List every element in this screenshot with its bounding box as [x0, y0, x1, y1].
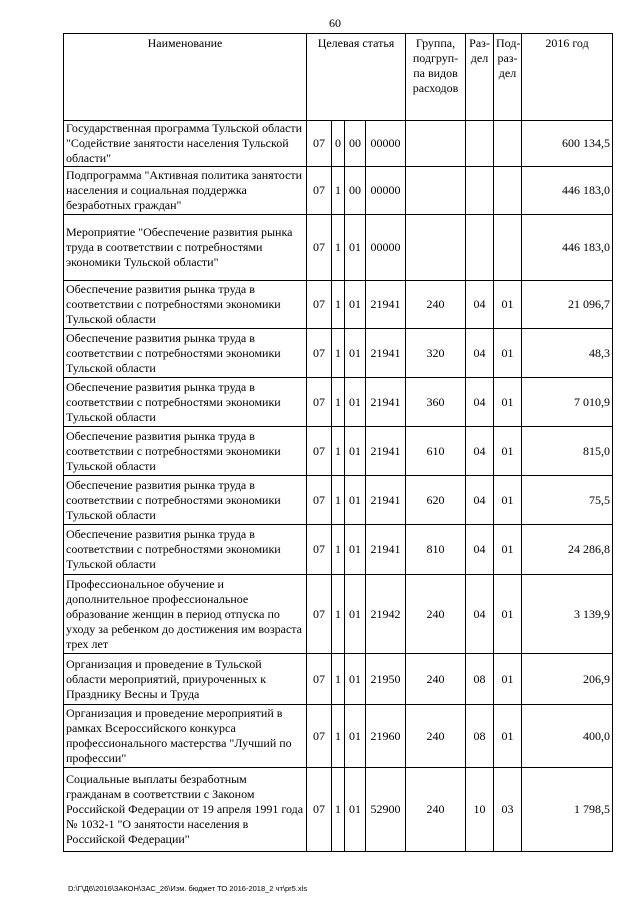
- row-target-program-cell: 07: [307, 654, 332, 705]
- row-target-subprogram-cell: 1: [332, 281, 345, 329]
- row-subsection-cell: 03: [494, 768, 522, 852]
- table-row: [64, 768, 613, 852]
- table-row: [64, 525, 613, 575]
- row-target-program-cell: 07: [307, 705, 332, 768]
- row-section-cell: [466, 167, 494, 215]
- row-group-cell: 240: [406, 654, 466, 705]
- row-amount-cell: 7 010,9: [522, 378, 613, 427]
- row-target-subprogram-cell: 1: [332, 525, 345, 575]
- table-row: [64, 378, 613, 427]
- row-name-cell: Обеспечение развития рынка труда в соответствии с потребностями экономики Тульской области: [64, 476, 307, 525]
- row-subsection-cell: [494, 167, 522, 215]
- row-target-direction-cell: 21941: [366, 427, 406, 476]
- row-name-cell: Обеспечение развития рынка труда в соответствии с потребностями экономики Тульской области: [64, 427, 307, 476]
- row-section-cell: 04: [466, 378, 494, 427]
- row-target-program-cell: 07: [307, 281, 332, 329]
- row-target-direction-cell: 21941: [366, 525, 406, 575]
- row-group-cell: [406, 215, 466, 281]
- row-subsection-cell: 01: [494, 654, 522, 705]
- row-target-event-cell: 01: [345, 215, 366, 281]
- row-group-cell: 320: [406, 329, 466, 378]
- row-section-cell: 04: [466, 281, 494, 329]
- row-name-cell: Обеспечение развития рынка труда в соответствии с потребностями экономики Тульской области: [64, 329, 307, 378]
- row-subsection-cell: 01: [494, 705, 522, 768]
- row-amount-cell: 206,9: [522, 654, 613, 705]
- header-subsection: Под-раз-дел: [494, 34, 522, 121]
- row-target-program-cell: 07: [307, 121, 332, 167]
- row-group-cell: 360: [406, 378, 466, 427]
- row-name-cell: Государственная программа Тульской области "Содействие занятости населения Тульской области": [64, 121, 307, 167]
- header-target: Целевая статья: [307, 34, 406, 121]
- row-name-cell: Профессиональное обучение и дополнительное профессиональное образование женщин в период отпуска по уходу за ребенком до достижения им возраста трех лет: [64, 575, 307, 654]
- row-target-subprogram-cell: 1: [332, 654, 345, 705]
- table-row: [64, 705, 613, 768]
- row-target-program-cell: 07: [307, 167, 332, 215]
- row-target-direction-cell: 21942: [366, 575, 406, 654]
- row-subsection-cell: [494, 215, 522, 281]
- row-group-cell: 240: [406, 768, 466, 852]
- table-header-row: [64, 34, 613, 121]
- row-amount-cell: 48,3: [522, 329, 613, 378]
- row-group-cell: 620: [406, 476, 466, 525]
- table-row: [64, 427, 613, 476]
- row-amount-cell: 1 798,5: [522, 768, 613, 852]
- row-target-subprogram-cell: 1: [332, 768, 345, 852]
- row-target-program-cell: 07: [307, 215, 332, 281]
- row-subsection-cell: 01: [494, 476, 522, 525]
- row-target-program-cell: 07: [307, 575, 332, 654]
- row-target-subprogram-cell: 1: [332, 476, 345, 525]
- row-name-cell: Подпрограмма "Активная политика занятости населения и социальная поддержка безработных граждан": [64, 167, 307, 215]
- row-target-subprogram-cell: 1: [332, 427, 345, 476]
- row-amount-cell: 600 134,5: [522, 121, 613, 167]
- row-target-program-cell: 07: [307, 768, 332, 852]
- row-target-direction-cell: 00000: [366, 215, 406, 281]
- row-section-cell: [466, 215, 494, 281]
- row-target-event-cell: 01: [345, 329, 366, 378]
- row-subsection-cell: [494, 121, 522, 167]
- row-subsection-cell: 01: [494, 281, 522, 329]
- row-target-event-cell: 01: [345, 525, 366, 575]
- row-amount-cell: 75,5: [522, 476, 613, 525]
- row-group-cell: 240: [406, 705, 466, 768]
- row-section-cell: 04: [466, 525, 494, 575]
- row-group-cell: 810: [406, 525, 466, 575]
- row-target-subprogram-cell: 1: [332, 329, 345, 378]
- footer-file-path: D:\Г\Д6\2016\ЗАКОН\ЗАС_26\Изм. бюджет ТО 2016-2018_2 чт\pr5.xls: [68, 884, 308, 893]
- row-section-cell: 08: [466, 705, 494, 768]
- row-target-event-cell: 00: [345, 121, 366, 167]
- row-target-event-cell: 01: [345, 768, 366, 852]
- row-subsection-cell: 01: [494, 427, 522, 476]
- row-target-direction-cell: 21941: [366, 378, 406, 427]
- row-target-subprogram-cell: 0: [332, 121, 345, 167]
- row-name-cell: Обеспечение развития рынка труда в соответствии с потребностями экономики Тульской области: [64, 281, 307, 329]
- row-subsection-cell: 01: [494, 525, 522, 575]
- row-name-cell: Мероприятие "Обеспечение развития рынка труда в соответствии с потребностями экономики Тульской области": [64, 215, 307, 281]
- row-amount-cell: 446 183,0: [522, 215, 613, 281]
- header-year: 2016 год: [522, 34, 613, 121]
- row-target-event-cell: 01: [345, 705, 366, 768]
- row-target-program-cell: 07: [307, 525, 332, 575]
- row-target-subprogram-cell: 1: [332, 167, 345, 215]
- row-amount-cell: 446 183,0: [522, 167, 613, 215]
- row-subsection-cell: 01: [494, 378, 522, 427]
- row-target-event-cell: 00: [345, 167, 366, 215]
- row-target-program-cell: 07: [307, 329, 332, 378]
- row-name-cell: Обеспечение развития рынка труда в соответствии с потребностями экономики Тульской области: [64, 525, 307, 575]
- page-number: 60: [329, 16, 341, 30]
- row-group-cell: 240: [406, 575, 466, 654]
- row-target-event-cell: 01: [345, 654, 366, 705]
- header-group: Группа, подгруп-па видов расходов: [406, 34, 466, 121]
- row-target-event-cell: 01: [345, 575, 366, 654]
- table-row: [64, 654, 613, 705]
- row-amount-cell: 400,0: [522, 705, 613, 768]
- row-target-subprogram-cell: 1: [332, 705, 345, 768]
- row-subsection-cell: 01: [494, 575, 522, 654]
- row-section-cell: [466, 121, 494, 167]
- row-name-cell: Социальные выплаты безработным гражданам в соответствии с Законом Российской Федерации от 19 апреля 1991 года № 1032-1 "О занятости населения в Российской Федерации": [64, 768, 307, 852]
- row-amount-cell: 815,0: [522, 427, 613, 476]
- row-section-cell: 10: [466, 768, 494, 852]
- row-amount-cell: 24 286,8: [522, 525, 613, 575]
- row-target-direction-cell: 00000: [366, 121, 406, 167]
- row-target-direction-cell: 21960: [366, 705, 406, 768]
- row-section-cell: 04: [466, 575, 494, 654]
- row-group-cell: [406, 121, 466, 167]
- row-target-direction-cell: 21950: [366, 654, 406, 705]
- table-row: [64, 329, 613, 378]
- header-name: Наименование: [64, 34, 307, 121]
- row-section-cell: 04: [466, 476, 494, 525]
- table-row: [64, 575, 613, 654]
- row-target-direction-cell: 52900: [366, 768, 406, 852]
- row-section-cell: 04: [466, 329, 494, 378]
- row-section-cell: 04: [466, 427, 494, 476]
- budget-table: [63, 33, 613, 852]
- row-amount-cell: 3 139,9: [522, 575, 613, 654]
- row-target-direction-cell: 21941: [366, 476, 406, 525]
- row-amount-cell: 21 096,7: [522, 281, 613, 329]
- table-row: [64, 167, 613, 215]
- row-target-subprogram-cell: 1: [332, 575, 345, 654]
- row-group-cell: 610: [406, 427, 466, 476]
- row-target-event-cell: 01: [345, 427, 366, 476]
- row-target-program-cell: 07: [307, 476, 332, 525]
- row-target-direction-cell: 21941: [366, 329, 406, 378]
- row-name-cell: Организация и проведение в Тульской области мероприятий, приуроченных к Празднику Весны и Труда: [64, 654, 307, 705]
- row-target-event-cell: 01: [345, 476, 366, 525]
- row-target-event-cell: 01: [345, 281, 366, 329]
- table-row: [64, 121, 613, 167]
- row-group-cell: [406, 167, 466, 215]
- table-row: [64, 476, 613, 525]
- row-target-direction-cell: 21941: [366, 281, 406, 329]
- row-name-cell: Организация и проведение мероприятий в рамках Всероссийского конкурса профессионального мастерства "Лучший по профессии": [64, 705, 307, 768]
- row-name-cell: Обеспечение развития рынка труда в соответствии с потребностями экономики Тульской области: [64, 378, 307, 427]
- row-target-event-cell: 01: [345, 378, 366, 427]
- row-target-direction-cell: 00000: [366, 167, 406, 215]
- header-section: Раз-дел: [466, 34, 494, 121]
- row-target-program-cell: 07: [307, 427, 332, 476]
- row-group-cell: 240: [406, 281, 466, 329]
- row-target-subprogram-cell: 1: [332, 378, 345, 427]
- row-subsection-cell: 01: [494, 329, 522, 378]
- row-target-program-cell: 07: [307, 378, 332, 427]
- row-section-cell: 08: [466, 654, 494, 705]
- table-row: [64, 215, 613, 281]
- table-body: [64, 121, 613, 852]
- table-row: [64, 281, 613, 329]
- row-target-subprogram-cell: 1: [332, 215, 345, 281]
